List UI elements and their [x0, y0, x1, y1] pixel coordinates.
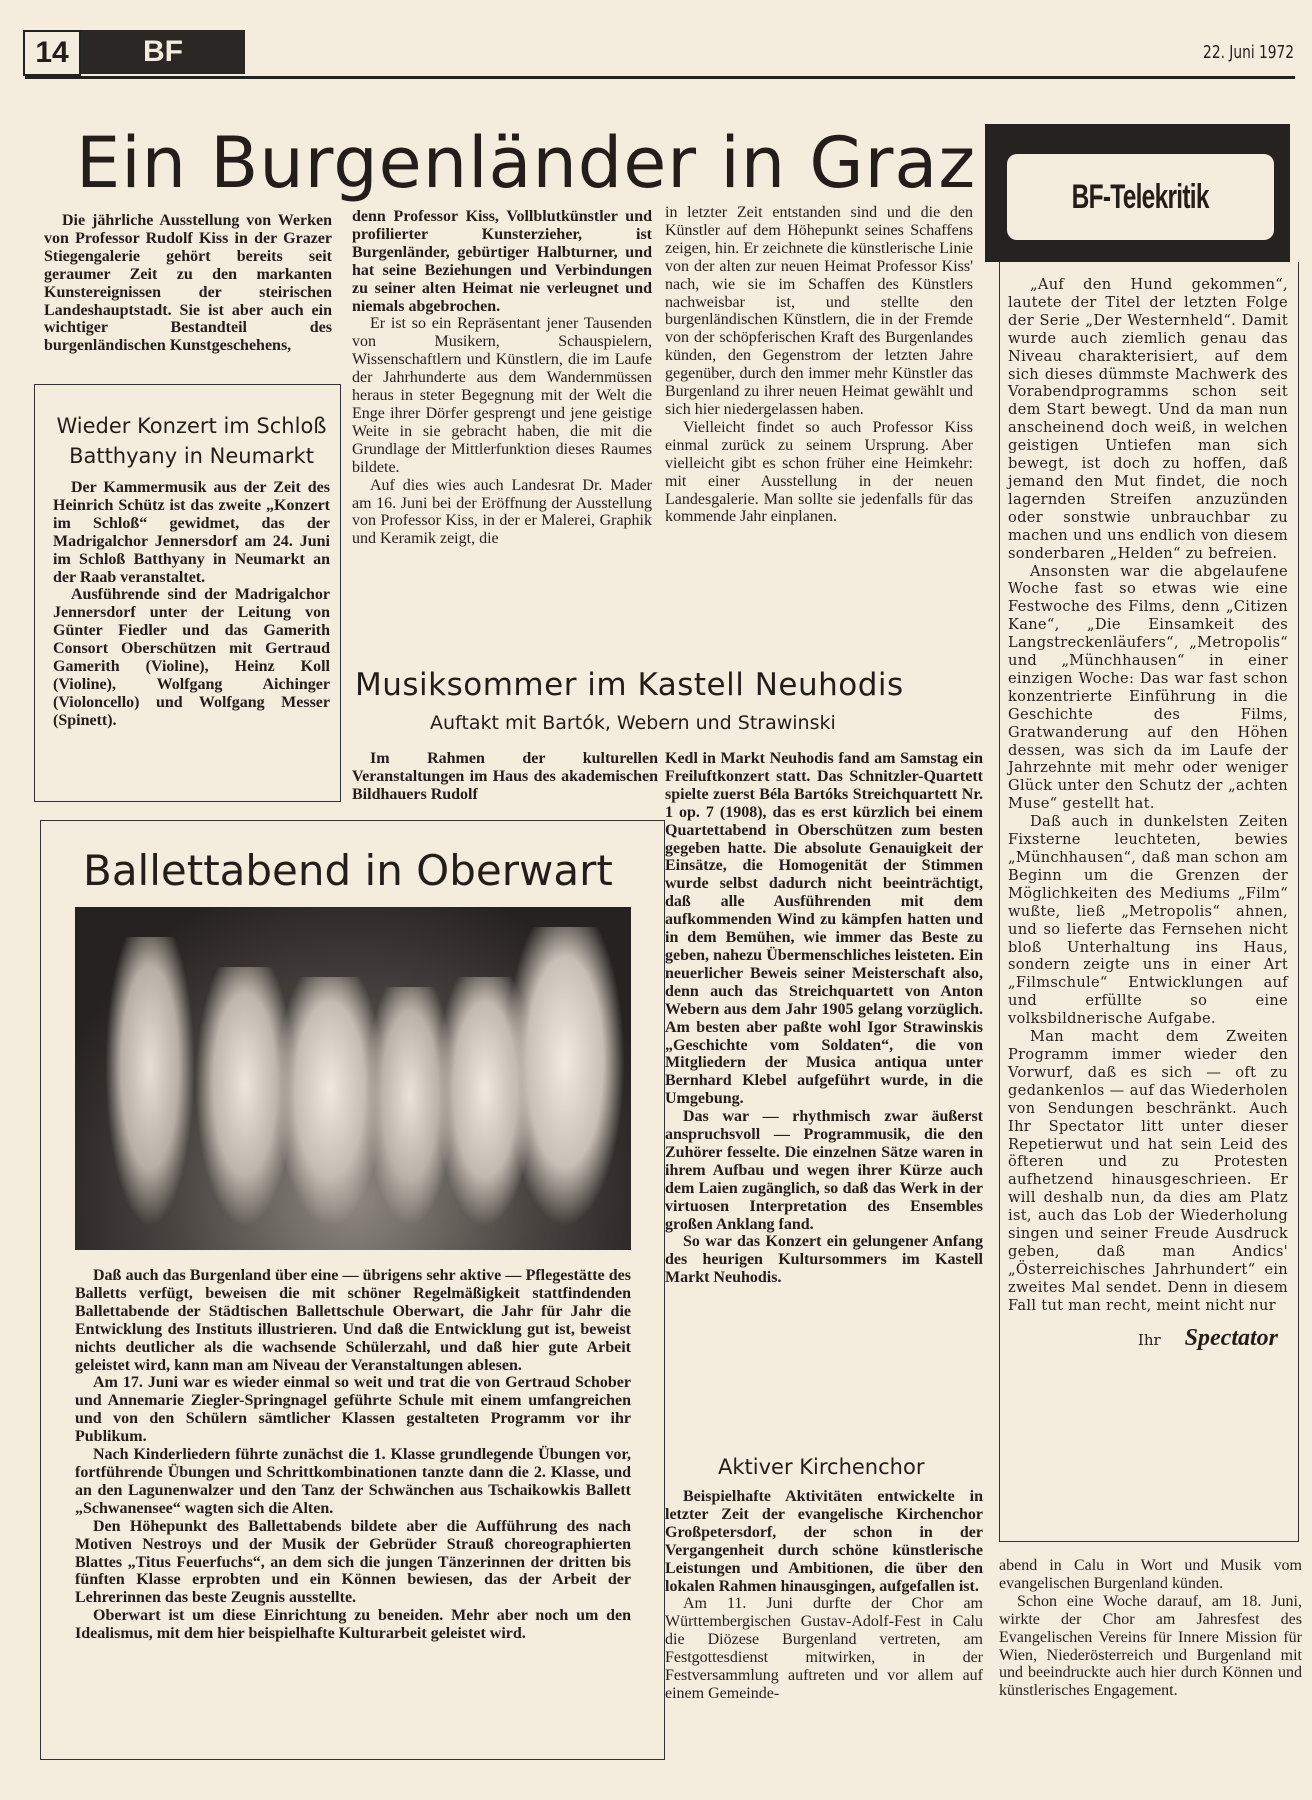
kirchenchor-col4 [999, 1557, 1302, 1700]
paragraph: Die jährliche Ausstellung von Werken von Professor Rudolf Kiss in der Grazer Stiegengalerie gehört bereits seit geraumer Zeit zu den markanten Kunstereignissen der steirischen Landeshauptstadt. Sie ist aber auch ein wichtiger Bestandteil des burgenländischen Kunstgeschehens, [44, 212, 332, 355]
paragraph: „Auf den Hund gekommen“, lautete der Titel der letzten Folge der Serie „Der Westernheld“. Damit wurde auch ziemlich genau das Niveau charakterisiert, auf dem sich dieses dümmste Machwerk des Vorabendprogramms schon seit dem Start bewegt. Und da man nun anscheinend doch weiß, in welchen geistigen Untiefen man sich bewegt, ist doch zu hoffen, daß jemand den Mut findet, die noch lagernden Streifen anzuzünden oder sonstwie unbrauchbar zu machen und uns endlich von diesem sonderbaren „Helden“ zu befreien. [1008, 276, 1288, 562]
page-number-box [23, 30, 81, 76]
ballett-headline: Ballettabend in Oberwart [83, 846, 613, 895]
paragraph: Am 11. Juni durfte der Chor am Württembergischen Gustav-Adolf-Fest in Calu die Diözese Burgenland vertreten, am Festgottesdienst mitwirken, in der Festversammlung auftreten und vor allem auf einem Gemeinde- [665, 1595, 983, 1702]
paragraph: Das war — rhythmisch zwar äußerst anspruchsvoll — Programmusik, die den Zuhörer fesselte. Die einzelnen Sätze waren in ihrem Aufbau und wegen ihrer Kürze auch dem Laien zugänglich, so daß das Werk in der virtuosen Interpretation des Ensembles großen Anklang fand. [665, 1108, 983, 1233]
musiksommer-col2 [352, 750, 658, 804]
paragraph: So war das Konzert ein gelungener Anfang des heurigen Kultursommers im Kastell Markt Neuhodis. [665, 1233, 983, 1287]
telekritik-text [1008, 276, 1288, 1315]
ballett-text [75, 1267, 631, 1643]
kirchenchor-col3 [665, 1488, 983, 1703]
paper-logo [81, 30, 245, 74]
paragraph: abend in Calu in Wort und Musik vom evangelischen Burgenland künden. [999, 1557, 1302, 1592]
paragraph: Daß auch das Burgenland über eine — übrigens sehr aktive — Pflegestätte des Balletts verfügt, beweisen die mit schöner Regelmäßigkeit stattfindenden Ballettabende der Städtischen Ballettschule Oberwart, die Jahr für Jahr die Entwicklung des Instituts illustrieren. Und daß die Entwicklung gut ist, beweist nichts deutlicher als die wachsende Schülerzahl, und daß hier gute Arbeit geleistet wird, kann man am Niveau der Veranstaltungen ablesen. [75, 1267, 631, 1374]
ballett-box [40, 820, 665, 1760]
paragraph: Den Höhepunkt des Ballettabends bildete aber die Aufführung des nach Motiven Nestroys und der Musik der Gebrüder Strauß choreographierten Blattes „Titus Feuerfuchs“, an dem sich die jungen Tänzerinnen der dritten bis fünften Klasse erprobten und ein Können bewiesen, das der Arbeit der Lehrerinnen das beste Zeugnis ausstellte. [75, 1517, 631, 1607]
konzert-headline: Wieder Konzert im Schloß Batthyany in Neumarkt [56, 414, 327, 468]
paragraph: Beispielhafte Aktivitäten entwickelte in letzter Zeit der evangelische Kirchenchor Großpetersdorf, der schon in der Vergangenheit durch schöne künstlerische Leistungen und Ambitionen, die über den lokalen Rahmen hinausgingen, aufgefallen ist. [665, 1488, 983, 1595]
paragraph: Ansonsten war die abgelaufene Woche fast so etwas wie eine Festwoche des Films, denn „Citizen Kane“, „Die Einsamkeit des Langstreckenläufers“, „Metropolis“ und „Münchhausen“ in einer einzigen Woche: Das war fast schon konzentrierte Einführung in die Geschichte des Films, Gratwanderung auf den Höhen dessen, was sich da im Laufe der Jahrzehnte mit mehr oder weniger Glück unter den Schutz der „achten Muse“ gestellt hat. [1008, 562, 1288, 813]
paragraph: in letzter Zeit entstanden sind und die den Künstler auf dem Höhepunkt seines Schaffens zeigen, hin. Er zeichnete die künstlerische Linie von der alten zur neuen Heimat Professor Kiss' nach, wie sie im Schaffen des Künstlers nachweisbar ist, und stellte den burgenländischen Künstlern, die in der Fremde von der schöpferischen Kraft des Burgenlandes künden, den Gegenstrom der letzten Jahre gegenüber, durch den immer mehr Künstler das Burgenland zu ihrer neuen Heimat gewählt und sich hier niedergelassen haben. [665, 204, 973, 418]
dancer-figure [505, 927, 625, 1227]
konzert-box [34, 384, 341, 802]
header-rule [25, 76, 1295, 79]
telekritik-header [985, 124, 1290, 262]
paragraph: denn Professor Kiss, Vollblutkünstler und profilierter Kunsterzieher, ist Burgenländer, gebürtiger Halbturner, und hat seine Beziehungen und Verbindungen zu seiner alten Heimat nie verleugnet und niemals abgebrochen. [352, 208, 652, 315]
musiksommer-subtitle: Auftakt mit Bartók, Webern und Strawinski [430, 712, 836, 734]
paragraph: Oberwart ist um diese Einrichtung zu beneiden. Mehr aber noch um den Idealismus, mit dem hier beispielhafte Kulturarbeit geleistet wird. [75, 1607, 631, 1643]
paper-name: BF [143, 35, 183, 68]
article-col2 [352, 208, 652, 548]
paragraph: Auf dies wies auch Landesrat Dr. Mader am 16. Juni bei der Eröffnung der Ausstellung von Professor Kiss, in der er Malerei, Graphik und Keramik zeigt, die [352, 476, 652, 548]
paragraph: Der Kammermusik aus der Zeit des Heinrich Schütz ist das zweite „Konzert im Schloß“ gewidmet, das der Madrigalchor Jennersdorf am 24. Juni im Schloß Batthyany in Neumarkt an der Raab veranstaltet. [53, 479, 330, 586]
telekritik-title-box [1007, 154, 1274, 240]
paragraph: Am 17. Juni war es wieder einmal so weit und trat die von Gertraud Schober und Annemarie Ziegler-Springnagel geführte Schule mit einem umfangreichen und von den Schülern sämtlicher Klassen gestalteten Programm vor ihr Publikum. [75, 1374, 631, 1446]
paragraph: Ausführende sind der Madrigalchor Jennersdorf unter der Leitung von Günter Fiedler und das Gamerith Consort Oberschützen mit Gertraud Gamerith (Violine), Heinz Koll (Violine), Wolfgang Aichinger (Violoncello) und Wolfgang Messer (Spinett). [53, 586, 330, 729]
konzert-text [53, 479, 330, 730]
paragraph: Er ist so ein Repräsentant jener Tausenden von Musikern, Schauspielern, Wissenschaftlern und Künstlern, die im Laufe der Jahrhunderte aus dem Wandernmüssen heraus in steter Begegnung mit der Welt die Enge ihrer Dörfer gesprengt und jene geistige Weite in sie gebracht haben, die mit die Grundlage der Mittlerfunktion dieses Raumes bildete. [352, 315, 652, 476]
paragraph: Kedl in Markt Neuhodis fand am Samstag ein Freiluftkonzert statt. Das Schnitzler-Quartett spielte zuerst Béla Bartóks Streichquartett Nr. 1 op. 7 (1908), das es erst kürzlich bei einem Quartettabend in Oberschützen zum besten gegeben hatte. Die absolute Genauigkeit der Einsätze, die Homogenität der Stimmen wurde selbst dadurch nicht beeinträchtigt, daß alle Ausführenden mit dem aufkommenden Wind zu kämpfen hatten und in dem Bemühen, wie immer das Beste zu geben, nahezu Übermenschliches leisteten. Ein neuerlicher Beweis seiner Meisterschaft also, denn auch das Streichquartett von Anton Webern aus dem Jahr 1905 gelang vorzüglich. Am besten aber paßte wohl Igor Strawinskis „Geschichte vom Soldaten“, die von Mitgliedern der Musica antiqua unter Bernhard Klebel aufgeführt wurde, in die Umgebung. [665, 750, 983, 1108]
sign-prefix: Ihr [1137, 1330, 1161, 1349]
paragraph: Schon eine Woche darauf, am 18. Juni, wirkte der Chor am Jahresfest des Evangelischen Vereins für Innere Mission für Wien, Niederösterreich und Burgenland mit und beeindruckte auch hier durch Können und künstlerisches Engagement. [999, 1592, 1302, 1700]
article-intro-col1 [44, 212, 332, 355]
paragraph: Daß auch in dunkelsten Zeiten Fixsterne leuchteten, bewies „Münchhausen“, daß man schon am Beginn um die Grenzen der Möglichkeiten des Mediums „Film“ wußte, ließ „Metropolis“ ahnen, und so lieferte das Fernsehen nicht bloß Unterhaltung ins Haus, sondern zeigte uns in einer Art „Filmschule“ Entwicklungen auf und erfüllte so eine volksbildnerische Aufgabe. [1008, 813, 1288, 1028]
telekritik-signature [1008, 1325, 1288, 1352]
article-headline: Ein Burgenländer in Graz [76, 122, 977, 204]
dancer-figure [105, 937, 195, 1227]
paragraph: Vielleicht findet so auch Professor Kiss einmal zurück zu seinem Ursprung. Aber vielleicht gibt es schon früher eine Heimkehr: mit einer Ausstellung in der neuen Landesgalerie. Man sollte sie jedenfalls für das kommende Jahr einplanen. [665, 418, 973, 526]
article-col3 [665, 204, 973, 526]
musiksommer-headline: Musiksommer im Kastell Neuhodis [355, 667, 904, 703]
ballet-photo [75, 907, 631, 1250]
paragraph: Im Rahmen der kulturellen Veranstaltungen im Haus des akademischen Bildhauers Rudolf [352, 750, 658, 803]
issue-date: 22. Juni 1972 [1203, 42, 1294, 63]
paragraph: Nach Kinderliedern führte zunächst die 1. Klasse grundlegende Übungen vor, fortführende Übungen und Schrittkombinationen tanzte dann die 2. Klasse, und an den Lagunenwalzer und den Tanz der Schwänchen aus Tschaikowkis Ballett „Schwanensee“ wagten sich die Alten. [75, 1446, 631, 1517]
paragraph: Man macht dem Zweiten Programm immer wieder den Vorwurf, daß es sich — oft zu gedankenlos — auf das Wiederholen von Sendungen beschränkt. Auch Ihr Spectator litt unter dieser Repetierwut und hat sein Leid des öfteren und zu Protesten aufhetzend hinausgeschrieen. Er will deshalb nun, da dies am Platz ist, auch das Lob der Wiederholung singen und seiner Freude Ausdruck geben, daß man Andics' „Österreichisches Jahrhundert“ ein zweites Mal sendet. Denn in diesem Fall tut man recht, meint nicht nur [1008, 1028, 1288, 1314]
telekritik-title: BF-Telekritik [1071, 177, 1210, 216]
kirchenchor-headline: Aktiver Kirchenchor [718, 1455, 925, 1479]
musiksommer-col3 [665, 750, 983, 1287]
author-signature: Spectator [1184, 1324, 1278, 1351]
telekritik-column [999, 262, 1299, 1542]
page-number: 14 [35, 36, 69, 69]
